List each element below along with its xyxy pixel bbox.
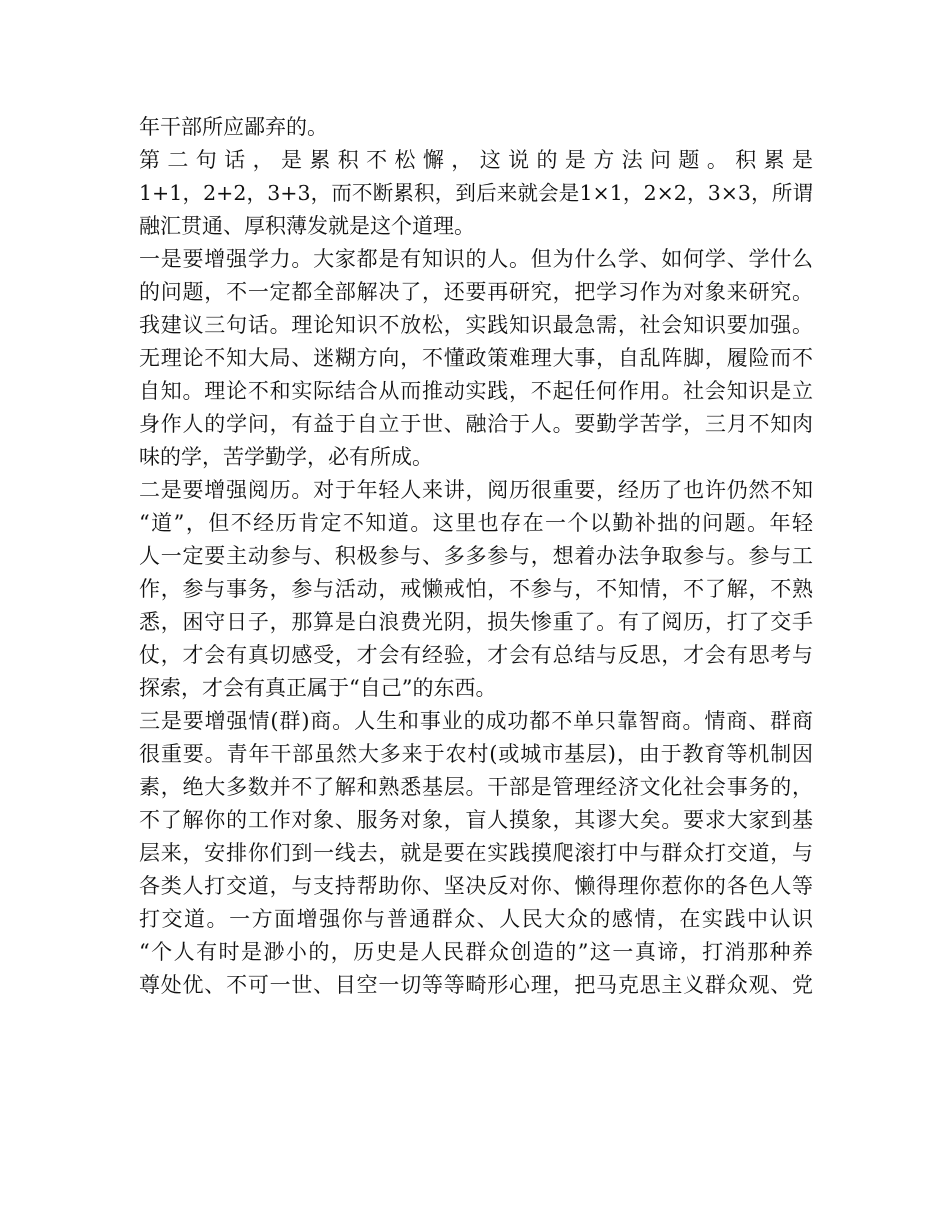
text-line: 味的学，苦学勤学，必有所成。 xyxy=(139,445,433,469)
text-line: 我建议三句话。理论知识不放松，实践知识最急需，社会知识要加强。 xyxy=(139,313,813,337)
text-line: “道”，但不经历肯定不知道。这里也存在一个以勤补拙的问题。年轻 xyxy=(139,511,813,535)
text-line: 无理论不知大局、迷糊方向，不懂政策难理大事，自乱阵脚，履险而不 xyxy=(139,346,813,370)
text-line: 层来，安排你们到一线去，就是要在实践摸爬滚打中与群众打交道，与 xyxy=(139,841,813,865)
text-line: 三是要增强情(群)商。人生和事业的成功都不单只靠智商。情商、群商 xyxy=(139,709,813,733)
text-line: 打交道。一方面增强你与普通群众、人民大众的感情，在实践中认识 xyxy=(139,907,813,931)
text-line: 各类人打交道，与支持帮助你、坚决反对你、懒得理你惹你的各色人等 xyxy=(139,874,813,898)
text-line: 探索，才会有真正属于“自己”的东西。 xyxy=(139,676,497,700)
text-line: 自知。理论不和实际结合从而推动实践，不起任何作用。社会知识是立 xyxy=(139,379,813,403)
body-text xyxy=(139,111,813,1002)
text-line: 悉，困守日子，那算是白浪费光阴，损失惨重了。有了阅历，打了交手 xyxy=(139,610,813,634)
text-line: 仗，才会有真切感受，才会有经验，才会有总结与反思，才会有思考与 xyxy=(139,643,813,667)
text-line: 二是要增强阅历。对于年轻人来讲，阅历很重要，经历了也许仍然不知 xyxy=(139,478,813,502)
text-line: 身作人的学问，有益于自立于世、融洽于人。要勤学苦学，三月不知肉 xyxy=(139,412,813,436)
text-line: “个人有时是渺小的，历史是人民群众创造的”这一真谛，打消那种养 xyxy=(139,940,813,964)
text-line: 1+1，2+2，3+3，而不断累积，到后来就会是1×1，2×2，3×3，所谓 xyxy=(139,181,813,205)
text-line: 第二句话，是累积不松懈，这说的是方法问题。积累是 xyxy=(139,148,813,172)
text-line: 不了解你的工作对象、服务对象，盲人摸象，其谬大矣。要求大家到基 xyxy=(139,808,813,832)
text-line: 一是要增强学力。大家都是有知识的人。但为什么学、如何学、学什么 xyxy=(139,247,813,271)
text-line: 年干部所应鄙弃的。 xyxy=(139,115,328,139)
text-line: 的问题，不一定都全部解决了，还要再研究，把学习作为对象来研究。 xyxy=(139,280,813,304)
text-line: 尊处优、不可一世、目空一切等等畸形心理，把马克思主义群众观、党 xyxy=(139,973,813,997)
text-line: 素，绝大多数并不了解和熟悉基层。干部是管理经济文化社会事务的， xyxy=(139,775,813,799)
text-line: 融汇贯通、厚积薄发就是这个道理。 xyxy=(139,214,475,238)
text-line: 人一定要主动参与、积极参与、多多参与，想着办法争取参与。参与工 xyxy=(139,544,813,568)
text-line: 很重要。青年干部虽然大多来于农村(或城市基层)，由于教育等机制因 xyxy=(139,742,813,766)
text-line: 作，参与事务，参与活动，戒懒戒怕，不参与，不知情，不了解，不熟 xyxy=(139,577,813,601)
